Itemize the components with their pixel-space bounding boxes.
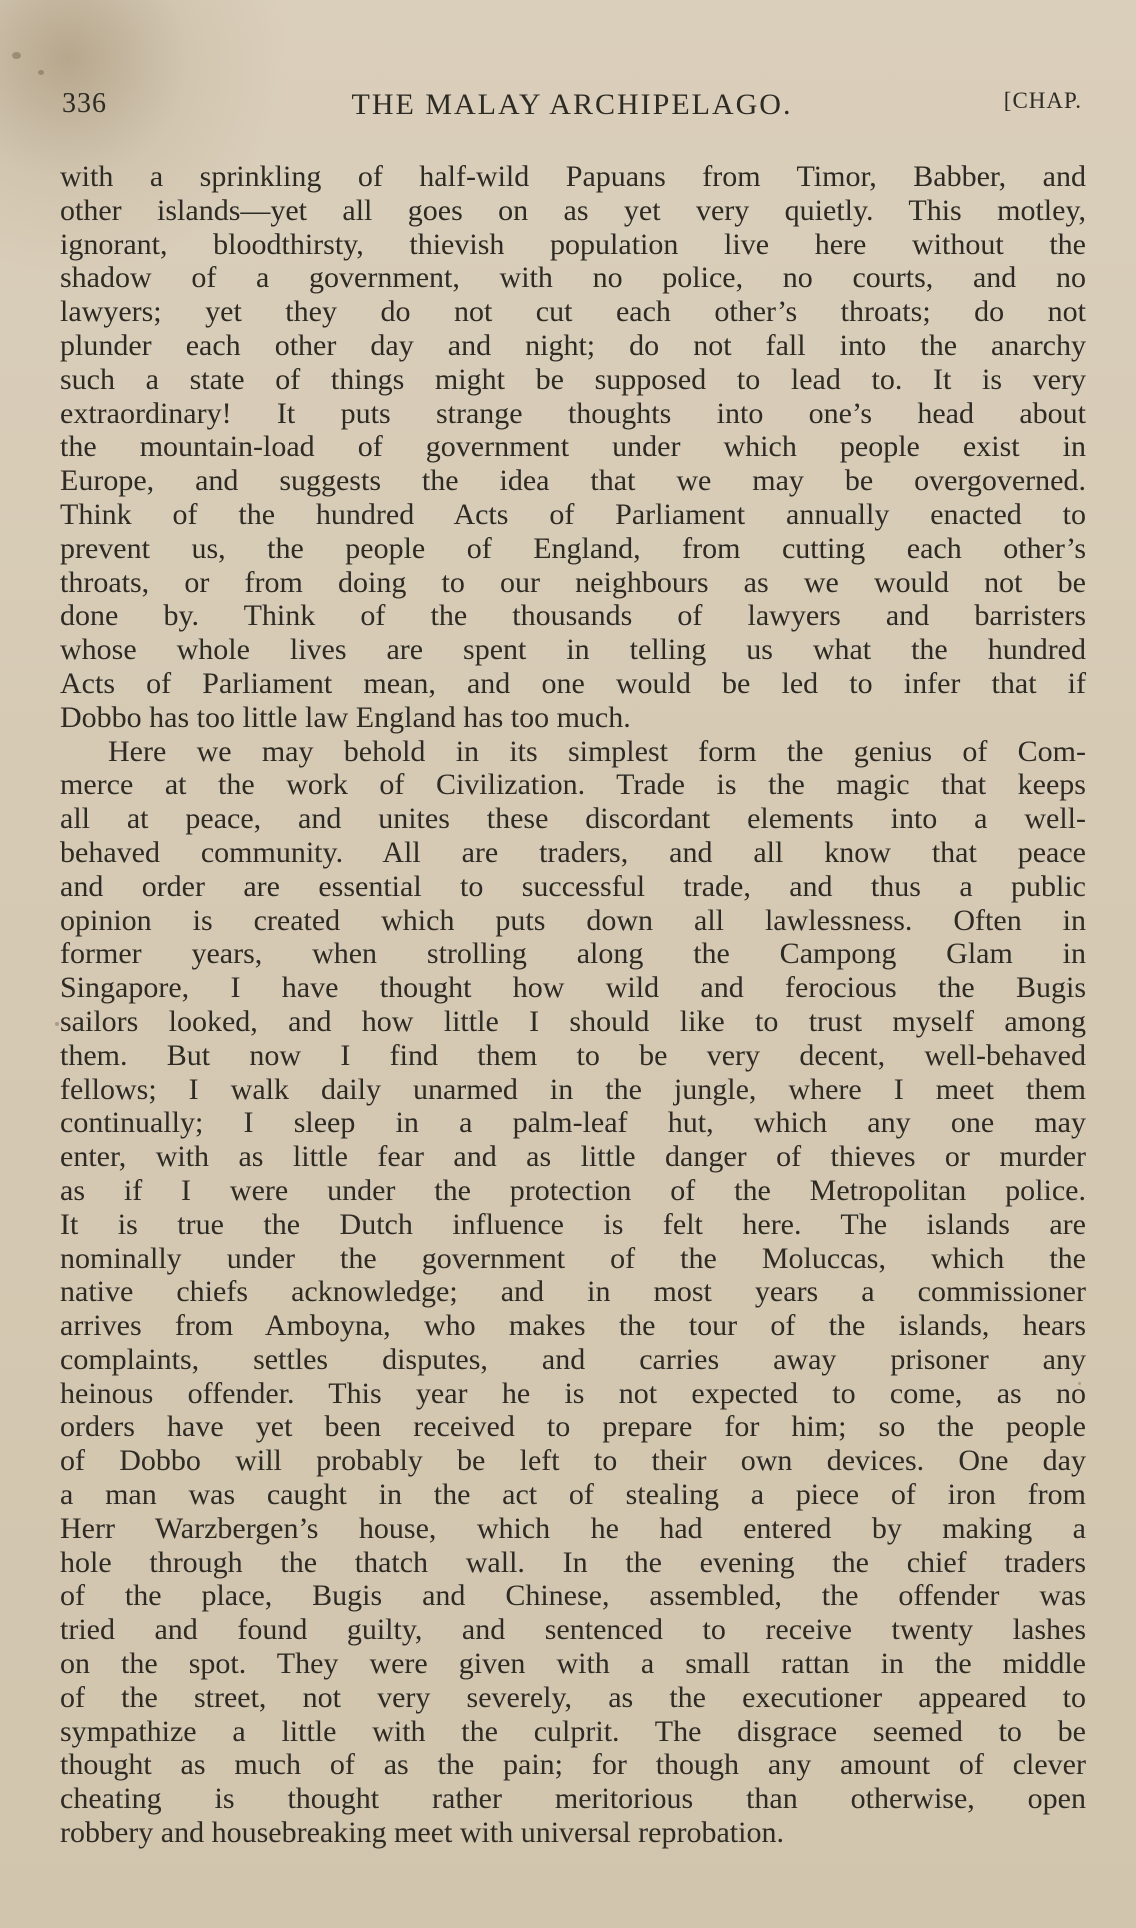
text-line: of Dobbo will probably be left to their own devices. One day (60, 1444, 1086, 1478)
text-line: and order are essential to successful trade, and thus a public (60, 869, 1086, 903)
text-line: It is true the Dutch influence is felt here. The islands are (60, 1207, 1086, 1241)
text-line: sympathize a little with the culprit. The disgrace seemed to be (60, 1714, 1086, 1748)
text-line: as if I were under the protection of the Metropolitan police. (60, 1173, 1086, 1207)
text-line: heinous offender. This year he is not expected to come, as no (60, 1376, 1086, 1410)
text-line: Herr Warzbergen’s house, which he had entered by making a (60, 1511, 1086, 1545)
paper-blemish (38, 70, 44, 75)
page-header (62, 88, 1082, 128)
text-line: behaved community. All are traders, and all know that peace (60, 835, 1086, 869)
text-line: shadow of a government, with no police, no courts, and no (60, 261, 1086, 295)
text-line: plunder each other day and night; do not fall into the anarchy (60, 328, 1086, 362)
text-line: such a state of things might be supposed to lead to. It is very (60, 362, 1086, 396)
text-line: extraordinary! It puts strange thoughts into one’s head about (60, 396, 1086, 430)
text-line: prevent us, the people of England, from cutting each other’s (60, 531, 1086, 565)
text-line: a man was caught in the act of stealing a piece of iron from (60, 1478, 1086, 1512)
text-line: other islands—yet all goes on as yet very quietly. This motley, (60, 193, 1086, 227)
text-line: done by. Think of the thousands of lawyers and barristers (60, 599, 1086, 633)
body-text (60, 160, 1086, 1850)
text-line: them. But now I find them to be very decent, well-behaved (60, 1038, 1086, 1072)
text-line: Here we may behold in its simplest form the genius of Com- (108, 734, 1086, 768)
text-line: the mountain-load of government under which people exist in (60, 430, 1086, 464)
text-line: robbery and housebreaking meet with universal reprobation. (60, 1816, 784, 1850)
text-line: Dobbo has too little law England has too much. (60, 700, 631, 734)
text-line: enter, with as little fear and as little danger of thieves or murder (60, 1140, 1086, 1174)
page-number: 336 (62, 88, 107, 119)
text-line: native chiefs acknowledge; and in most years a commissioner (60, 1275, 1086, 1309)
text-line: ignorant, bloodthirsty, thievish population live here without the (60, 227, 1086, 261)
text-line: Singapore, I have thought how wild and ferocious the Bugis (60, 971, 1086, 1005)
text-line: orders have yet been received to prepare for him; so the people (60, 1410, 1086, 1444)
text-line: of the street, not very severely, as the executioner appeared to (60, 1680, 1086, 1714)
paragraph-1 (60, 160, 1086, 735)
text-line: all at peace, and unites these discordant elements into a well- (60, 802, 1086, 836)
text-line: complaints, settles disputes, and carries away prisoner any (60, 1342, 1086, 1376)
running-title: THE MALAY ARCHIPELAGO. (351, 88, 793, 121)
text-line: throats, or from doing to our neighbours as we would not be (60, 565, 1086, 599)
text-line: continually; I sleep in a palm-leaf hut, which any one may (60, 1106, 1086, 1140)
text-line: of the place, Bugis and Chinese, assembled, the offender was (60, 1579, 1086, 1613)
text-line: cheating is thought rather meritorious than otherwise, open (60, 1782, 1086, 1816)
text-line: whose whole lives are spent in telling us what the hundred (60, 633, 1086, 667)
text-line: thought as much of as the pain; for though any amount of clever (60, 1748, 1086, 1782)
chapter-reference: [CHAP. (1003, 88, 1082, 113)
text-line: on the spot. They were given with a small rattan in the middle (60, 1647, 1086, 1681)
text-line: fellows; I walk daily unarmed in the jungle, where I meet them (60, 1072, 1086, 1106)
text-line: nominally under the government of the Moluccas, which the (60, 1241, 1086, 1275)
paper-blemish (12, 52, 21, 59)
text-line: with a sprinkling of half-wild Papuans from Timor, Babber, and (60, 160, 1086, 193)
paper-blemish (55, 1022, 59, 1026)
text-line: Europe, and suggests the idea that we may be overgoverned. (60, 464, 1086, 498)
text-line: lawyers; yet they do not cut each other’s throats; do not (60, 295, 1086, 329)
text-line: merce at the work of Civilization. Trade is the magic that keeps (60, 768, 1086, 802)
paragraph-2 (60, 735, 1086, 1850)
text-line: former years, when strolling along the Campong Glam in (60, 937, 1086, 971)
text-line: sailors looked, and how little I should like to trust myself among (60, 1004, 1086, 1038)
text-line: hole through the thatch wall. In the evening the chief traders (60, 1545, 1086, 1579)
text-line: opinion is created which puts down all lawlessness. Often in (60, 903, 1086, 937)
text-line: tried and found guilty, and sentenced to receive twenty lashes (60, 1613, 1086, 1647)
text-line: Think of the hundred Acts of Parliament annually enacted to (60, 497, 1086, 531)
text-line: Acts of Parliament mean, and one would be led to infer that if (60, 666, 1086, 700)
text-line: arrives from Amboyna, who makes the tour of the islands, hears (60, 1309, 1086, 1343)
